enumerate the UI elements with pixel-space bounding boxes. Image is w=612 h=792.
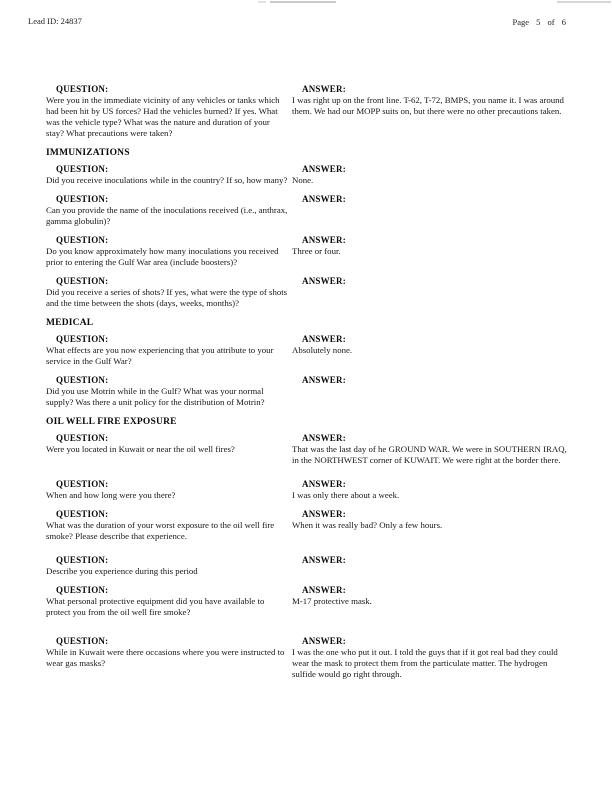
answer-label: ANSWER:: [302, 555, 346, 565]
question-label: QUESTION:: [56, 636, 109, 646]
answer-text: Three or four.: [292, 246, 341, 256]
answer-label: ANSWER:: [302, 509, 346, 519]
answer-text: When it was really bad? Only a few hours.: [292, 520, 443, 530]
answer-label: ANSWER:: [302, 334, 346, 344]
answer-text: I was only there about a week.: [292, 490, 400, 500]
question-text: When and how long were you there?: [46, 490, 176, 500]
qa-row: [46, 555, 568, 577]
answer-label: ANSWER:: [302, 164, 346, 174]
question-text: Did you receive a series of shots? If yes, what were the type of shots and the time between the shots (days, weeks, months)?: [46, 287, 288, 308]
question-text: Did you use Motrin while in the Gulf? What was your normal supply? Was there a unit policy for the distribution of Motrin?: [46, 386, 265, 407]
answer-label: ANSWER:: [302, 636, 346, 646]
question-label: QUESTION:: [56, 375, 109, 385]
question-label: QUESTION:: [56, 334, 109, 344]
question-label: QUESTION:: [56, 235, 109, 245]
question-label: QUESTION:: [56, 509, 109, 519]
qa-row: [46, 194, 568, 227]
section-header-immunizations: IMMUNIZATIONS: [46, 148, 130, 158]
question-label: QUESTION:: [56, 433, 109, 443]
qa-row: [46, 84, 568, 139]
answer-label: ANSWER:: [302, 585, 346, 595]
answer-label: ANSWER:: [302, 433, 346, 443]
answer-label: ANSWER:: [302, 276, 346, 286]
answer-label: ANSWER:: [302, 84, 346, 94]
question-label: QUESTION:: [56, 164, 109, 174]
qa-row: [46, 164, 568, 186]
qa-row: [46, 375, 568, 408]
question-label: QUESTION:: [56, 585, 109, 595]
qa-row: [46, 585, 568, 618]
qa-row: [46, 636, 568, 680]
qa-row: [46, 433, 568, 466]
answer-text: I was right up on the front line. T-62, T-72, BMPS, you name it. I was around them. We had our MOPP suits on, but there were no other precautions taken.: [292, 95, 564, 116]
answer-text: M-17 protective mask.: [292, 596, 372, 606]
page-header: [0, 0, 612, 30]
question-text: Can you provide the name of the inoculations received (i.e., anthrax, gamma globulin)?: [46, 205, 288, 226]
answer-label: ANSWER:: [302, 479, 346, 489]
page-number: Page 5 of 6: [512, 17, 566, 27]
answer-label: ANSWER:: [302, 375, 346, 385]
qa-row: [46, 479, 568, 501]
answer-text: I was the one who put it out. I told the guys that if it got real bad they could wear the mask to protect them from the particulate matter. The hydrogen sulfide would go right through.: [292, 647, 558, 679]
qa-row: [46, 509, 568, 542]
qa-row: [46, 276, 568, 309]
section-header-oil-well-fire-exposure: OIL WELL FIRE EXPOSURE: [46, 417, 177, 427]
question-text: What was the duration of your worst exposure to the oil well fire smoke? Please describe that experience.: [46, 520, 275, 541]
answer-text: Absolutely none.: [292, 345, 353, 355]
question-text: Were you in the immediate vicinity of any vehicles or tanks which had been hit by US forces? Had the vehicles burned? If yes. What was the vehicle type? What was the nature and duration of your stay? What precautions were taken?: [46, 95, 280, 138]
lead-id: Lead ID: 24837: [28, 16, 82, 26]
question-text: Describe you experience during this period: [46, 566, 198, 576]
question-label: QUESTION:: [56, 479, 109, 489]
question-label: QUESTION:: [56, 276, 109, 286]
section-header-medical: MEDICAL: [46, 318, 94, 328]
question-text: Do you know approximately how many inoculations you received prior to entering the Gulf War area (include boosters)?: [46, 246, 279, 267]
question-text: Were you located in Kuwait or near the oil well fires?: [46, 444, 235, 454]
question-label: QUESTION:: [56, 194, 109, 204]
qa-row: [46, 235, 568, 268]
question-label: QUESTION:: [56, 84, 109, 94]
answer-label: ANSWER:: [302, 194, 346, 204]
qa-row: [46, 334, 568, 367]
qa-content: [46, 84, 568, 688]
question-text: What personal protective equipment did you have available to protect you from the oil well fire smoke?: [46, 596, 265, 617]
question-text: Did you receive inoculations while in the country? If so, how many?: [46, 175, 288, 185]
answer-label: ANSWER:: [302, 235, 346, 245]
question-text: What effects are you now experiencing that you attribute to your service in the Gulf War?: [46, 345, 274, 366]
question-text: While in Kuwait were there occasions where you were instructed to wear gas masks?: [46, 647, 285, 668]
answer-text: That was the last day of he GROUND WAR. We were in SOUTHERN IRAQ, in the NORTHWEST corner of KUWAIT. We were right at the border there.: [292, 444, 567, 465]
question-label: QUESTION:: [56, 555, 109, 565]
answer-text: None.: [292, 175, 314, 185]
